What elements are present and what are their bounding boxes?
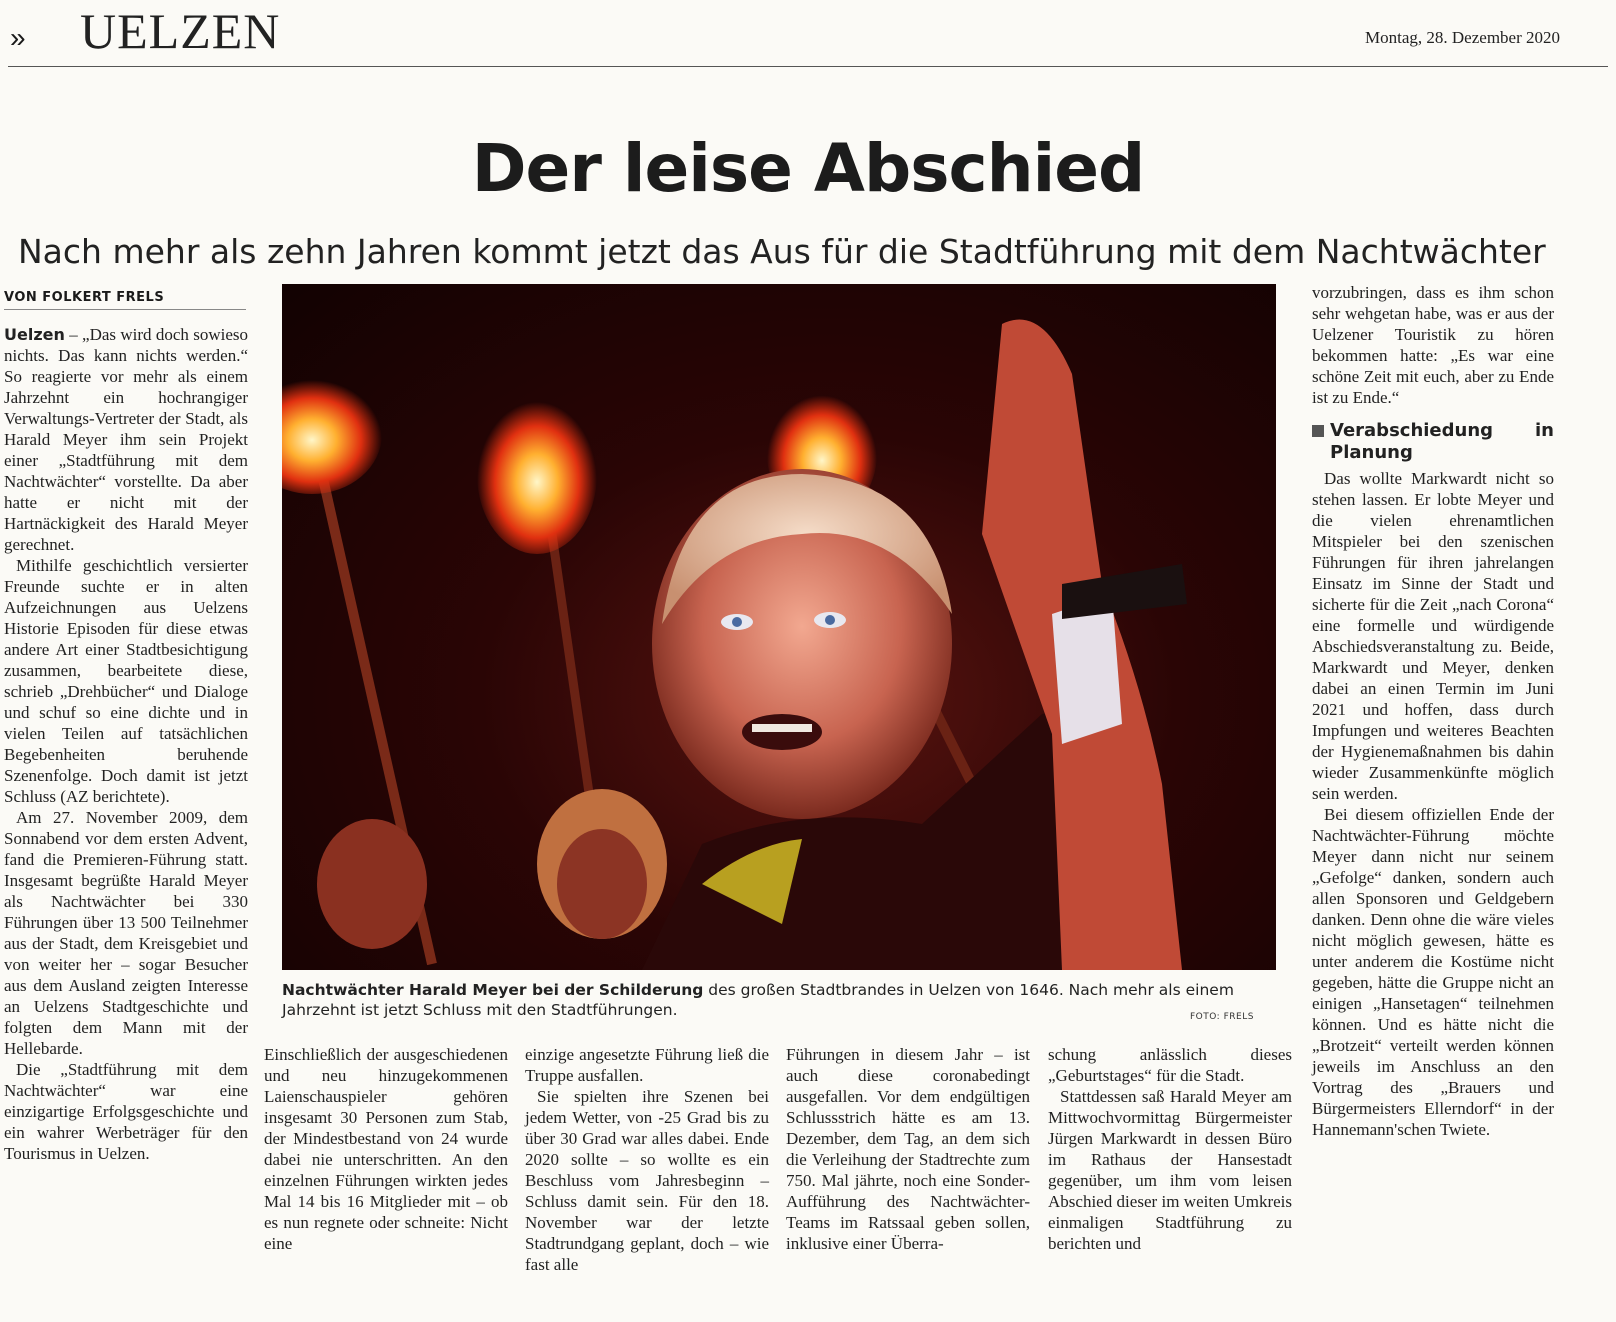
article-column-6 bbox=[1312, 282, 1554, 1140]
paragraph: schung anlässlich dieses „Geburtstages“ für die Stadt. bbox=[1048, 1045, 1292, 1085]
subheadline: Nach mehr als zehn Jahren kommt jetzt das Aus für die Stadtführung mit dem Nachtwächter bbox=[18, 232, 1546, 271]
headline: Der leise Abschied bbox=[471, 130, 1145, 207]
header-rule bbox=[8, 66, 1608, 67]
article-column-2 bbox=[264, 1044, 508, 1254]
article-column-3 bbox=[525, 1044, 769, 1275]
paragraph: Am 27. November 2009, dem Sonnabend vor dem ersten Advent, fand die Premieren-Führung statt. Insgesamt begrüßte Harald Meyer als Nachtwächter bei 330 Führungen über 13 500 Teilnehmer aus der Stadt, dem Kreisgebiet und von weiter her – sogar Besucher aus dem Ausland zeigten Interesse an Uelzens Stadtgeschichte und folgten dem Mann mit der Hellebarde. bbox=[4, 808, 248, 1058]
paragraph-text: – „Das wird doch sowieso nichts. Das kann nichts werden.“ So reagierte vor mehr als einem Jahrzehnt ein hochrangiger Verwaltungs-Vertreter der Stadt, als Harald Meyer ihm sein Projekt einer „Stadtführung mit dem Nachtwächter“ vorstellte. Da aber hatte er nicht mit der Hartnäckigkeit des Harald Meyer gerechnet. bbox=[4, 325, 248, 554]
square-bullet-icon bbox=[1312, 425, 1324, 437]
intertitle bbox=[1312, 420, 1554, 464]
article-column-1 bbox=[4, 324, 248, 1164]
paragraph: Stattdessen saß Harald Meyer am Mittwochvormittag Bürgermeister Jürgen Markwardt in dessen Büro im Rathaus der Hansestadt gegenüber, um ihm vom leisen Abschied dieser im weiten Umkreis einmaligen Stadtführung zu berichten und bbox=[1048, 1087, 1292, 1253]
article-photo bbox=[282, 284, 1276, 970]
paragraph: Sie spielten ihre Szenen bei jedem Wetter, von -25 Grad bis zu über 30 Grad war alles dabei. Ende 2020 sollte – so wollte es ein Beschluss vom Jahresbeginn – Schluss damit sein. Für den 18. November war der letzte Stadtrundgang geplant, doch – wie fast alle bbox=[525, 1087, 769, 1274]
paragraph: vorzubringen, dass es ihm schon sehr wehgetan habe, was er aus der Uelzener Touristik zu hören bekommen hatte: „Es war eine schöne Zeit mit euch, aber zu Ende ist zu Ende.“ bbox=[1312, 283, 1554, 407]
paragraph: Einschließlich der ausgeschiedenen und neu hinzugekommenen Laienschauspieler gehören insgesamt 30 Personen zum Stab, der Mindestbestand von 24 wurde dabei nie unterschritten. An den einzelnen Führungen wirkten jedes Mal 14 bis 16 Mitglieder mit – ob es nun regnete oder schneite: Nicht eine bbox=[264, 1045, 508, 1253]
paragraph: Mithilfe geschichtlich versierter Freunde suchte er in alten Aufzeichnungen aus Uelzens Historie Episoden für diese etwas andere Art einer Stadtbesichtigung zusammen, bearbeitete diese, schrieb „Drehbücher“ und Dialoge und schuf so eine dichte und in vielen Teilen auf tatsächlichen Begebenheiten beruhende Szenenfolge. Doch damit ist jetzt Schluss (AZ berichtete). bbox=[4, 556, 248, 806]
paragraph: Bei diesem offiziellen Ende der Nachtwächter-Führung möchte Meyer dann nicht nur seinem „Gefolge“ danken, sondern auch allen Sponsoren und Geldgebern danken. Denn ohne die wäre vieles nicht möglich gewesen, hätte es unter anderem die Kostüme nicht gegeben, hätte die Gruppe nicht an einigen „Hansetagen“ teilnehmen können. Und es hätte nicht die „Brotzeit“ verteilt werden können jeweils im Anschluss an den Vortrag des „Brauers und Bürgermeisters Ellerndorf“ in der Hannemann'schen Twiete. bbox=[1312, 805, 1554, 1139]
byline: VON FOLKERT FRELS bbox=[4, 290, 246, 310]
article-column-5 bbox=[1048, 1044, 1292, 1254]
paragraph: einzige angesetzte Führung ließ die Truppe ausfallen. bbox=[525, 1045, 769, 1085]
intertitle-text: Verabschiedung in Planung bbox=[1330, 420, 1554, 463]
section-chevron: » bbox=[10, 22, 26, 53]
paragraph bbox=[4, 324, 248, 555]
paragraph: Die „Stadtführung mit dem Nachtwächter“ war eine einzigartige Erfolgsgeschichte und ein wahrer Werbeträger für den Tourismus in Uelzen. bbox=[4, 1060, 248, 1163]
night-watchman-photo bbox=[282, 284, 1276, 970]
photo-caption bbox=[282, 980, 1276, 1020]
dateline-place: Uelzen bbox=[4, 325, 65, 344]
issue-date: Montag, 28. Dezember 2020 bbox=[1365, 28, 1560, 47]
paragraph: Das wollte Markwardt nicht so stehen lassen. Er lobte Meyer und die vielen ehrenamtlichen Mitspieler bei den szenischen Führungen für ihren jahrelangen Einsatz im Sinne der Stadt und sicherte für die Zeit „nach Corona“ eine formelle und würdigende Abschiedsveranstaltung zu. Beide, Markwardt und Meyer, denken dabei an einen Termin im Juni 2021 und hoffen, dass durch Impfungen und weiteres Beachten der Hygienemaßnahmen bis dahin wieder Zusammenkünfte möglich sein werden. bbox=[1312, 469, 1554, 803]
section-title: UELZEN bbox=[80, 3, 281, 59]
caption-text: des großen Stadtbrandes in Uelzen von 1646. Nach mehr als einem Jahrzehnt ist jetzt Schluss mit den Stadtführungen. bbox=[282, 981, 1234, 1019]
caption-lead: Nachtwächter Harald Meyer bei der Schilderung bbox=[282, 981, 704, 999]
photo-credit: FOTO: FRELS bbox=[1190, 1012, 1254, 1022]
article-column-4 bbox=[786, 1044, 1030, 1254]
paragraph: Führungen in diesem Jahr – ist auch diese coronabedingt ausgefallen. Vor dem endgültigen Schlussstrich hätte es am 13. Dezember, dem Tag, an dem sich die Verleihung der Stadtrechte zum 750. Mal jährte, noch eine Sonder-Aufführung des Nachtwächter-Teams im Ratssaal geben sollen, inklusive einer Überra- bbox=[786, 1045, 1030, 1253]
